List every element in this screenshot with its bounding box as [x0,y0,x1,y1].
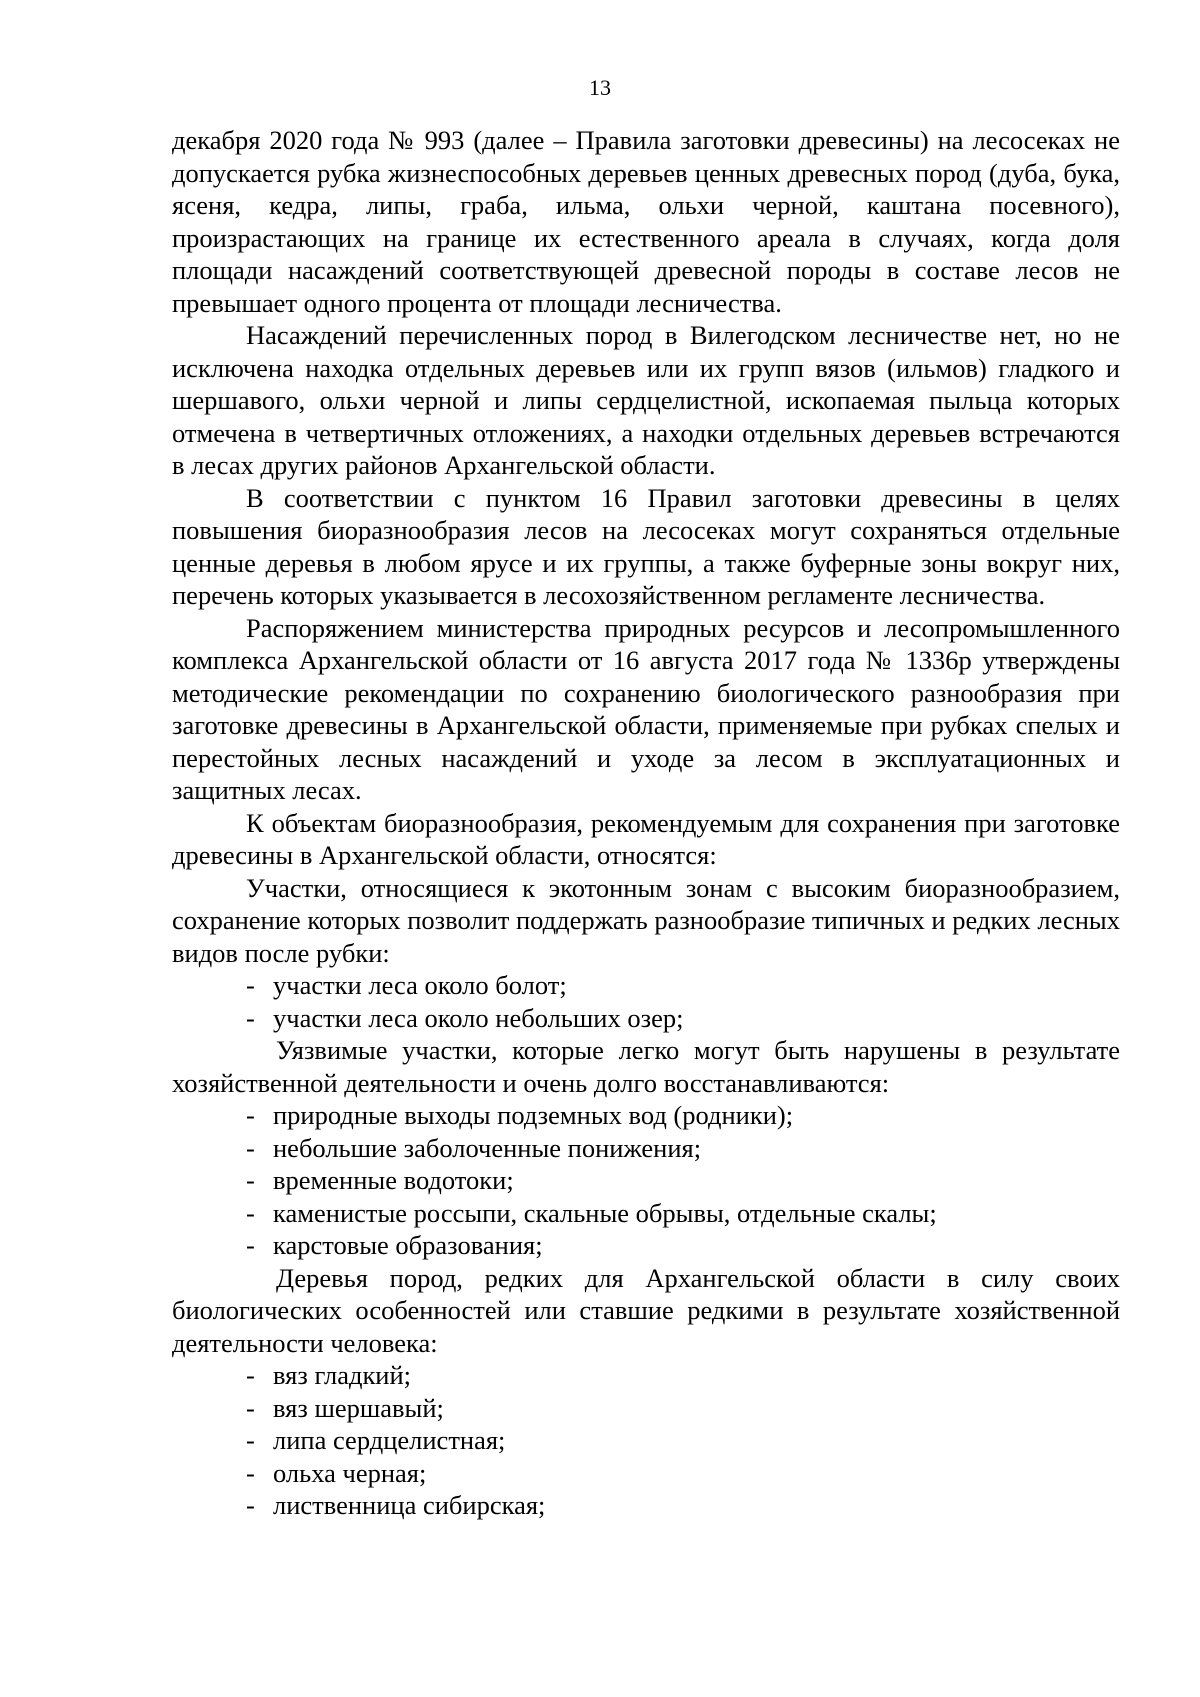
dash-marker: - [246,1132,255,1163]
list-item-text: участки леса около небольших озер; [273,1002,684,1033]
paragraph-vilegodsk: Насаждений перечисленных пород в Вилегодском лесничестве нет, но не исключена находка отдельных деревьев или их групп вязов (ильмов) гладкого и шершавого, ольхи черной и липы сердцелистной, ископаемая пыльца которых отмечена в четвертичных отложениях, а находки отдельных деревьев встречаются в лесах других районов Архангельской области. [172,320,1120,480]
ecotone-list [172,969,1120,1034]
list-item [172,1002,1120,1035]
list-item [172,969,1120,1002]
list-item [172,1197,1120,1230]
list-item-text: временные водотоки; [273,1165,514,1195]
paragraph-rare-trees: Деревья пород, редких для Архангельской области в силу своих биологических особенностей или ставшие редкими в результате хозяйственной деятельности человека: [172,1262,1120,1358]
list-item-text: липа сердцелистная; [273,1425,506,1455]
list-item-text: каменистые россыпи, скальные обрывы, отдельные скалы; [273,1197,937,1228]
list-item-text: карстовые образования; [273,1230,543,1260]
dash-marker: - [246,1392,255,1423]
list-item-text: участки леса около болот; [273,970,567,1000]
list-item-text: вяз гладкий; [273,1360,412,1390]
dash-marker: - [246,1100,255,1130]
dash-marker: - [246,1425,255,1455]
list-item [172,1229,1120,1262]
dash-marker: - [246,1360,255,1390]
list-item-text: лиственница сибирская; [273,1490,546,1520]
list-item-text: ольха черная; [273,1457,427,1488]
paragraph-vulnerable-areas: Уязвимые участки, которые легко могут быть нарушены в результате хозяйственной деятельности и очень долго восстанавливаются: [172,1035,1120,1098]
dash-marker: - [246,970,255,1000]
dash-marker: - [246,1230,255,1260]
rare-trees-list [172,1359,1120,1522]
dash-marker: - [246,1490,255,1520]
dash-marker: - [246,1002,255,1033]
vulnerable-list [172,1099,1120,1262]
list-item-text: небольшие заболоченные понижения; [273,1132,702,1163]
list-item [172,1457,1120,1490]
dash-marker: - [246,1165,255,1195]
paragraph-ecotone-areas: Участки, относящиеся к экотонным зонам с высоким биоразнообразием, сохранение которых позволит поддержать разнообразие типичных и редких лесных видов после рубки: [172,872,1120,968]
document-body [172,124,1120,1522]
list-item [172,1359,1120,1392]
list-item [172,1489,1120,1522]
list-item-text: природные выходы подземных вод (родники); [273,1100,794,1130]
list-item [172,1392,1120,1425]
dash-marker: - [246,1457,255,1488]
paragraph-rules-16: В соответствии с пунктом 16 Правил заготовки древесины в целях повышения биоразнообразия лесов на лесосеках могут сохраняться отдельные ценные деревья в любом ярусе и их группы, а также буферные зоны вокруг них, перечень которых указывается в лесохозяйственном регламенте лесничества. [172,482,1120,610]
list-item [172,1132,1120,1165]
list-item [172,1164,1120,1197]
dash-marker: - [246,1197,255,1228]
paragraph-continuation: декабря 2020 года № 993 (далее – Правила заготовки древесины) на лесосеках не допускается рубка жизнеспособных деревьев ценных древесных пород (дуба, бука, ясеня, кедра, липы, граба, ильма, ольхи черной, каштана посевного), произрастающих на границе их естественного ареала в случаях, когда доля площади насаждений соответствующей древесной породы в составе лесов не превышает одного процента от площади лесничества. [172,125,1120,318]
list-item [172,1424,1120,1457]
list-item-text: вяз шершавый; [273,1392,444,1423]
page-number: 13 [589,75,611,100]
paragraph-order-1336r: Распоряжением министерства природных ресурсов и лесопромышленного комплекса Архангельской области от 16 августа 2017 года № 1336р утверждены методические рекомендации по сохранению биологического разнообразия при заготовке древесины в Архангельской области, применяемые при рубках спелых и перестойных лесных насаждений и уходе за лесом в эксплуатационных и защитных лесах. [172,612,1120,805]
paragraph-biodiversity-objects: К объектам биоразнообразия, рекомендуемым для сохранения при заготовке древесины в Архангельской области, относятся: [172,807,1120,870]
list-item [172,1099,1120,1132]
